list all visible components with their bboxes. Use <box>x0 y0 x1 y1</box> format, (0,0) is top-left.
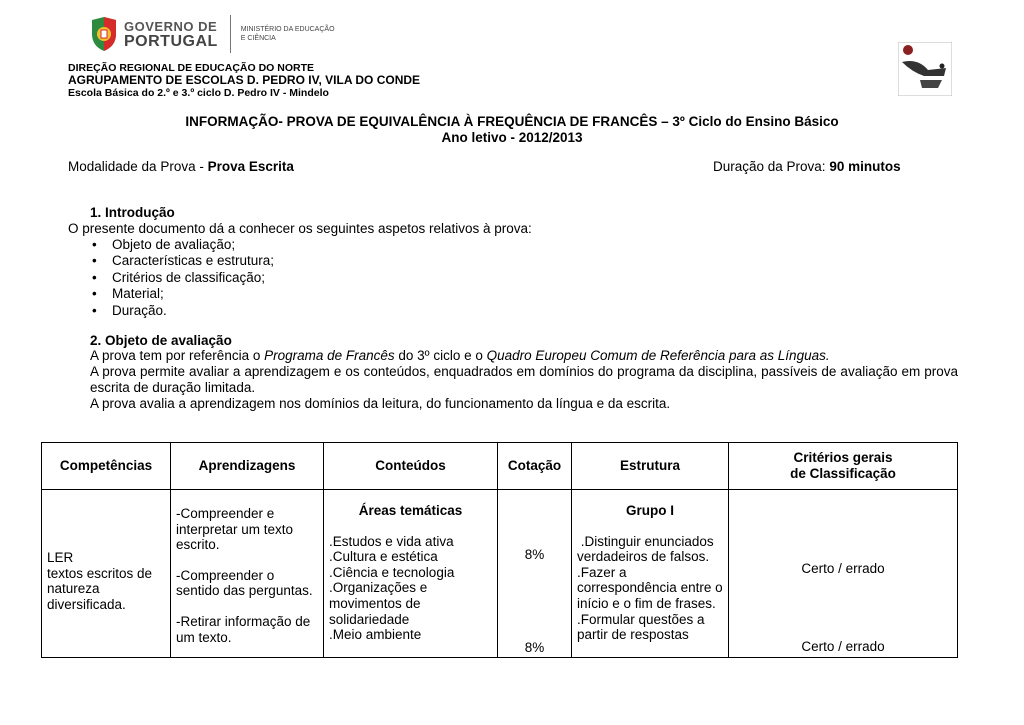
section-object-heading: 2. Objeto de avaliação <box>90 333 232 348</box>
exam-modality <box>68 159 294 174</box>
object-paragraph-2: A prova permite avaliar a aprendizagem e os conteúdos, enquadrados em domínios do programa da disciplina, passíveis de avaliação em prova escrita de duração limitada. <box>90 364 958 395</box>
table-header-row <box>42 443 958 490</box>
score-cell <box>498 490 572 658</box>
introduction-text: O presente documento dá a conhecer os seguintes aspetos relativos à prova: <box>68 221 532 236</box>
content-item: .Organizações e movimentos de solidariedade <box>329 580 428 627</box>
ministry-line1: MINISTÉRIO DA EDUCAÇÃO <box>240 26 335 33</box>
list-item: • Objeto de avaliação; <box>89 237 274 253</box>
government-logo <box>90 15 335 53</box>
gov-line1: GOVERNO DE <box>124 19 218 34</box>
structure-title: Grupo I <box>626 503 674 518</box>
framework-title: Quadro Europeu Comum de Referência para as Línguas. <box>486 348 830 363</box>
column-header: Cotação <box>498 443 572 490</box>
criteria-value: Certo / errado <box>801 561 885 576</box>
object-paragraph-3: A prova avalia a aprendizagem nos domínios da leitura, do funcionamento da língua e da escrita. <box>90 396 671 411</box>
content-cell <box>324 490 498 658</box>
content-item: .Estudos e vida ativa <box>329 533 454 549</box>
column-header: Aprendizagens <box>171 443 324 490</box>
column-header: Estrutura <box>572 443 729 490</box>
duration-label: Duração da Prova: <box>713 159 830 174</box>
content-item: .Ciência e tecnologia <box>329 564 455 580</box>
competence-cell <box>42 490 171 658</box>
duration-value: 90 minutos <box>829 159 901 174</box>
criteria-value: Certo / errado <box>801 638 885 654</box>
introduction-list <box>89 237 274 319</box>
column-header: Competências <box>42 443 171 490</box>
learning-item: -Compreender o sentido das perguntas. <box>176 567 313 599</box>
table-row <box>42 490 958 658</box>
score-value: 8% <box>524 547 545 562</box>
column-header <box>729 443 958 490</box>
school-year: Ano letivo - 2012/2013 <box>441 130 583 145</box>
school-group-name: AGRUPAMENTO DE ESCOLAS D. PEDRO IV, VILA DO CONDE <box>68 73 421 87</box>
portugal-emblem-icon <box>90 16 118 52</box>
list-item: • Critérios de classificação; <box>89 270 274 286</box>
list-item: • Características e estrutura; <box>89 253 274 269</box>
structure-item: .Fazer a correspondência entre o início e o fim de frases. <box>577 564 723 611</box>
list-item: • Material; <box>89 286 274 302</box>
content-item: .Meio ambiente <box>329 627 422 643</box>
content-item: .Cultura e estética <box>329 549 438 565</box>
direction-name: DIREÇÃO REGIONAL DE EDUCAÇÃO DO NORTE <box>68 62 314 74</box>
section-introduction-heading: 1. Introdução <box>90 205 175 220</box>
document-title: INFORMAÇÃO- PROVA DE EQUIVALÊNCIA À FREQUÊNCIA DE FRANCÊS – 3º Ciclo do Ensino Básico <box>185 114 839 129</box>
gov-line2: PORTUGAL <box>124 33 218 50</box>
modality-value: Prova Escrita <box>207 159 294 174</box>
criteria-header-line1: Critérios gerais <box>793 450 893 466</box>
criteria-cell <box>729 490 958 658</box>
exam-duration <box>713 159 901 174</box>
score-value: 8% <box>524 639 545 655</box>
structure-item: .Distinguir enunciados verdadeiros de falsos. <box>577 533 718 565</box>
structure-cell <box>572 490 729 658</box>
list-item: • Duração. <box>89 303 274 319</box>
exam-structure-table <box>41 442 958 658</box>
competence-description: textos escritos de natureza diversificada. <box>47 565 153 612</box>
school-logo-icon <box>898 42 952 96</box>
object-paragraph-1 <box>90 348 958 364</box>
criteria-header-line2: de Classificação <box>790 466 896 481</box>
program-title: Programa de Francês <box>264 348 395 363</box>
school-name: Escola Básica do 2.º e 3.º ciclo D. Pedro IV - Mindelo <box>68 87 329 99</box>
text-run: A prova tem por referência o <box>90 348 265 363</box>
text-run: do 3º ciclo e o <box>394 348 487 363</box>
logo-divider <box>230 15 231 53</box>
learning-item: -Compreender e interpretar um texto escrito. <box>176 506 294 553</box>
column-header: Conteúdos <box>324 443 498 490</box>
structure-item: .Formular questões a partir de respostas <box>577 611 705 643</box>
content-title: Áreas temáticas <box>358 503 463 518</box>
modality-label: Modalidade da Prova - <box>68 159 208 174</box>
learning-cell <box>171 490 324 658</box>
ministry-line2: E CIÊNCIA <box>240 35 276 42</box>
learning-item: -Retirar informação de um texto. <box>176 613 311 645</box>
competence-title: LER <box>47 550 74 565</box>
